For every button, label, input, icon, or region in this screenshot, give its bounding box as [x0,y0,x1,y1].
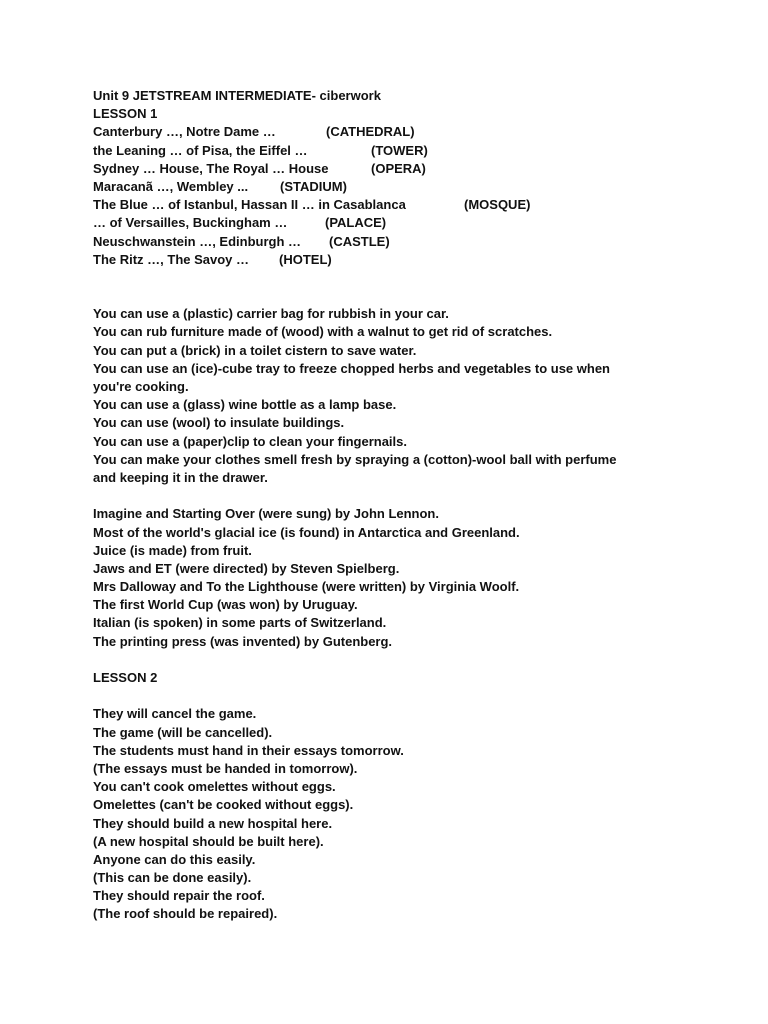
lesson-2-line: They will cancel the game. [93,706,257,722]
landmarks-list [93,123,753,269]
landmark-clue: Canterbury …, Notre Dame … [93,124,276,140]
materials-line: you're cooking. [93,379,189,395]
landmark-clue: Neuschwanstein …, Edinburgh … [93,233,302,249]
lesson-2-line: (This can be done easily). [93,870,252,886]
lesson-2-line: Omelettes (can't be cooked without eggs). [93,797,354,813]
passive-line: Mrs Dalloway and To the Lighthouse (were written) by Virginia Woolf. [93,579,520,595]
landmark-clue: Maracanã …, Wembley ... [93,178,249,194]
document-title: Unit 9 JETSTREAM INTERMEDIATE- ciberwork [93,88,381,103]
materials-line: You can put a (brick) in a toilet cistern to save water. [93,342,417,358]
landmark-line [93,251,753,269]
landmark-line [93,123,753,141]
lesson-2-line: Anyone can do this easily. [93,851,256,867]
landmark-answer: (CATHEDRAL) [326,124,415,140]
landmark-line [93,214,753,232]
lesson-2-line: The students must hand in their essays tomorrow. [93,742,404,758]
landmark-answer: (TOWER) [371,142,428,158]
lesson-2-line: You can't cook omelettes without eggs. [93,779,336,795]
landmark-line [93,196,753,214]
passive-line: Most of the world's glacial ice (is found) in Antarctica and Greenland. [93,524,520,540]
materials-line: and keeping it in the drawer. [93,469,268,485]
materials-line: You can make your clothes smell fresh by spraying a (cotton)-wool ball with perfume [93,451,617,467]
landmark-answer: (CASTLE) [329,233,390,249]
landmark-line [93,142,753,160]
materials-list [93,305,753,487]
materials-line: You can rub furniture made of (wood) with a walnut to get rid of scratches. [93,324,553,340]
spacer [93,651,753,669]
lesson-2-heading: LESSON 2 [93,670,158,686]
landmark-clue: the Leaning … of Pisa, the Eiffel … [93,142,308,158]
landmark-answer: (PALACE) [325,215,387,231]
landmark-clue: The Blue … of Istanbul, Hassan II … in Casablanca [93,197,406,213]
landmark-answer: (OPERA) [371,160,426,176]
landmark-clue: … of Versailles, Buckingham … [93,215,288,231]
landmark-answer: (HOTEL) [279,251,332,267]
landmark-clue: The Ritz …, The Savoy … [93,251,250,267]
spacer [93,269,753,305]
landmark-line [93,160,753,178]
landmark-answer: (MOSQUE) [464,197,531,213]
landmark-line [93,178,753,196]
passive-line: The first World Cup (was won) by Uruguay. [93,597,358,613]
document-page [93,87,753,924]
passives-list [93,505,753,651]
lesson-2-line: (A new hospital should be built here). [93,833,324,849]
passive-line: Imagine and Starting Over (were sung) by John Lennon. [93,506,439,522]
passive-line: Italian (is spoken) in some parts of Switzerland. [93,615,387,631]
lesson-2-line: (The essays must be handed in tomorrow). [93,760,358,776]
lesson-2-line: (The roof should be repaired). [93,906,278,922]
lesson-2-line: The game (will be cancelled). [93,724,273,740]
materials-line: You can use a (glass) wine bottle as a lamp base. [93,397,397,413]
materials-line: You can use a (paper)clip to clean your fingernails. [93,433,407,449]
spacer [93,687,753,705]
materials-line: You can use (wool) to insulate buildings. [93,415,345,431]
landmark-clue: Sydney … House, The Royal … House [93,160,329,176]
materials-line: You can use a (plastic) carrier bag for rubbish in your car. [93,306,449,322]
lesson-1-heading: LESSON 1 [93,106,158,122]
materials-line: You can use an (ice)-cube tray to freeze chopped herbs and vegetables to use when [93,360,610,376]
passive-line: Juice (is made) from fruit. [93,542,252,558]
passive-line: Jaws and ET (were directed) by Steven Spielberg. [93,560,400,576]
landmark-answer: (STADIUM) [280,178,347,194]
spacer [93,487,753,505]
lesson-2-line: They should repair the roof. [93,888,265,904]
passive-line: The printing press (was invented) by Gutenberg. [93,633,393,649]
lesson-2-line: They should build a new hospital here. [93,815,333,831]
lesson-2-list [93,705,753,923]
landmark-line [93,233,753,251]
